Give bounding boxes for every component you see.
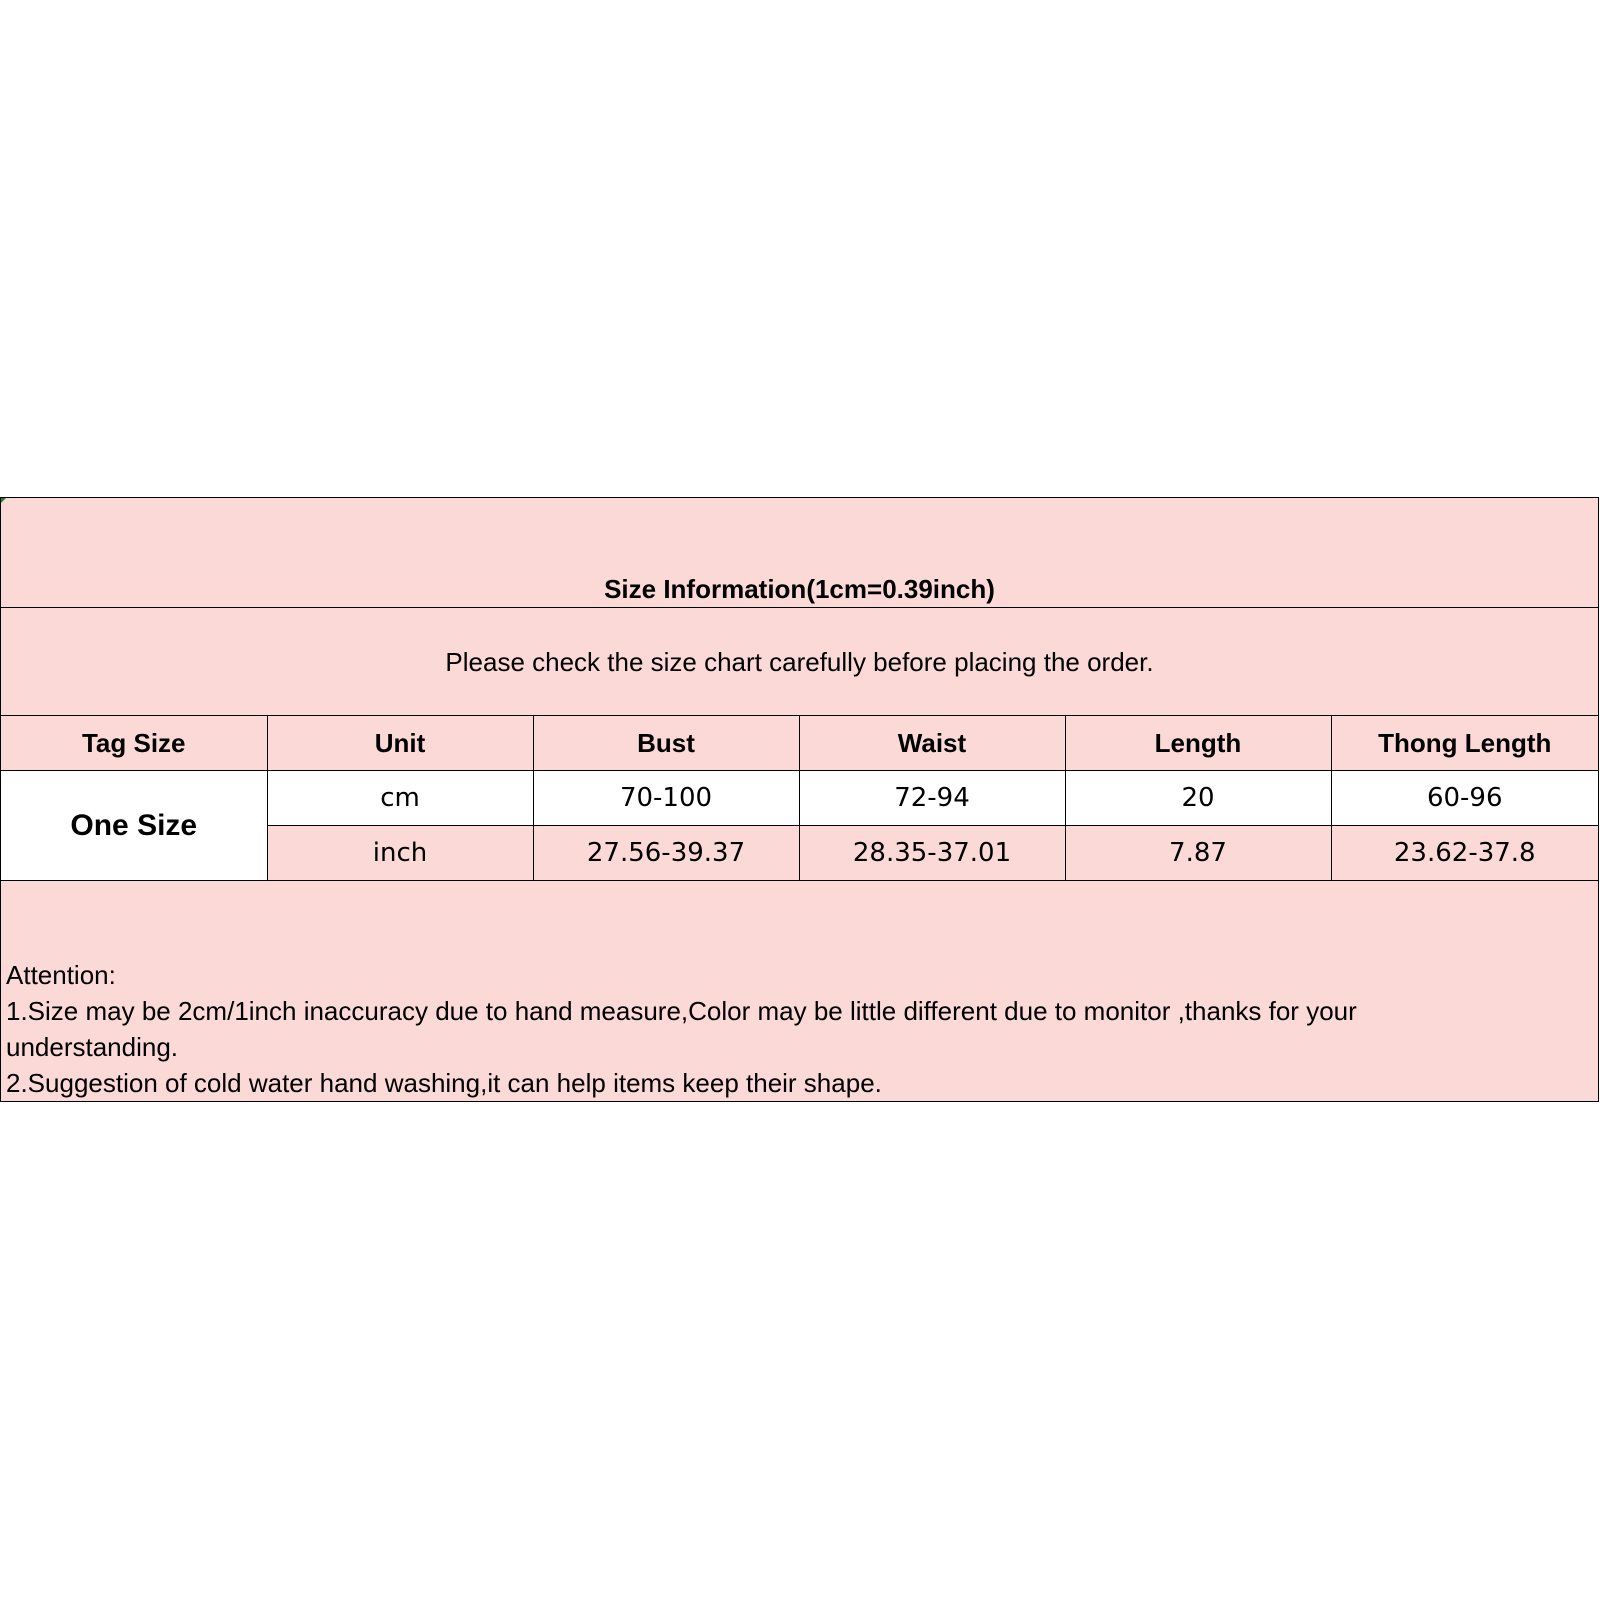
- waist-cell: 28.35-37.01: [799, 826, 1065, 881]
- size-info-title: Size Information(1cm=0.39inch): [604, 574, 995, 604]
- header-tag-size: Tag Size: [1, 716, 267, 771]
- waist-cell: 72-94: [799, 771, 1065, 826]
- unit-cell: inch: [267, 826, 533, 881]
- attention-heading: Attention:: [6, 960, 116, 990]
- header-bust: Bust: [533, 716, 799, 771]
- thong-length-cell: 60-96: [1331, 771, 1598, 826]
- size-notice-text: Please check the size chart carefully before placing the order.: [445, 647, 1154, 677]
- header-thong-length: Thong Length: [1331, 716, 1598, 771]
- header-length: Length: [1065, 716, 1331, 771]
- length-cell: 20: [1065, 771, 1331, 826]
- attention-line-2: 2.Suggestion of cold water hand washing,it can help items keep their shape.: [6, 1068, 882, 1098]
- length-cell: 7.87: [1065, 826, 1331, 881]
- table-row: [1, 771, 1598, 826]
- title-row: [1, 498, 1598, 608]
- size-chart-sheet: [0, 497, 1599, 1102]
- unit-cell: cm: [267, 771, 533, 826]
- size-table: [1, 716, 1598, 881]
- attention-notes: [6, 957, 1588, 1101]
- tag-size-cell: One Size: [1, 771, 267, 881]
- thong-length-cell: 23.62-37.8: [1331, 826, 1598, 881]
- header-waist: Waist: [799, 716, 1065, 771]
- attention-line-1-continued: understanding.: [6, 1032, 179, 1062]
- header-unit: Unit: [267, 716, 533, 771]
- attention-line-1: 1.Size may be 2cm/1inch inaccuracy due to hand measure,Color may be little different due to monitor ,thanks for your: [6, 996, 1357, 1026]
- table-header-row: [1, 716, 1598, 771]
- bust-cell: 70-100: [533, 771, 799, 826]
- bust-cell: 27.56-39.37: [533, 826, 799, 881]
- notice-row: [1, 608, 1598, 716]
